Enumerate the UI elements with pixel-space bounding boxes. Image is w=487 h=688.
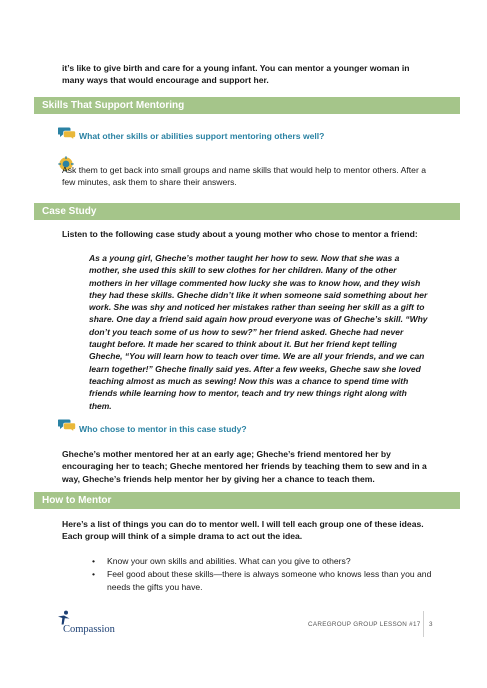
list-item: • Feel good about these skills—there is always someone who knows less than you and needs the gifts you have. xyxy=(92,568,432,593)
compassion-logo-text: Compassion xyxy=(63,624,115,635)
how-to-mentor-intro: Here’s a list of things you can do to mentor well. I will tell each group one of these ideas. Each group will think of a simple drama to act out the idea. xyxy=(62,519,424,542)
footer-divider xyxy=(423,611,424,637)
section-heading-how-to-mentor: How to Mentor xyxy=(34,492,460,509)
list-item: • Know your own skills and abilities. What can you give to others? xyxy=(92,555,432,567)
skills-activity: Ask them to get back into small groups and name skills that would help to mentor others. After a few minutes, ask them to share their answers. xyxy=(62,165,426,188)
section-heading-skills: Skills That Support Mentoring xyxy=(34,97,460,114)
discussion-icon xyxy=(58,126,76,140)
mentor-tips-list xyxy=(92,555,432,594)
discussion-icon xyxy=(58,418,76,432)
case-study-intro: Listen to the following case study about a young mother who chose to mentor a friend: xyxy=(62,229,418,239)
case-study-story: As a young girl, Gheche’s mother taught her how to sew. Now that she was a mother, she used this skill to sew clothes for her children. Many of the other mothers in her village commented how lucky she was to know how, and they wish they had these skills. Gheche didn’t like it when someone said something about her work. She was shy and noticed her mistakes rather than seeing her skill as a gift to share. One day a friend said again how proud everyone was of Gheche’s skill. “Why don’t you teach some of us how to sew?” her friend asked. Gheche had never taught before. It made her scared to think about it. But her friend kept telling Gheche, “You will learn how to teach over time. We are all your friends, and we can learn together!” Gheche finally said yes. After a few weeks, Gheche saw she loved teaching almost as much as sewing! Now this was a chance to spend time with friends while learning how to mentor, teach and try new things right along with them. xyxy=(89,253,428,411)
case-study-answer: Gheche’s mother mentored her at an early age; Gheche’s friend mentored her by encouraging her to teach; Gheche mentored her friends by teaching them to sew and in a way, Gheche’s friends help mentor her by giving her a chance to teach them. xyxy=(62,449,427,484)
case-study-question: Who chose to mentor in this case study? xyxy=(79,424,247,434)
skills-question: What other skills or abilities support mentoring others well? xyxy=(79,131,325,141)
section-heading-case-study: Case Study xyxy=(34,203,460,220)
intro-paragraph: it’s like to give birth and care for a young infant. You can mentor a younger woman in many ways that would encourage and support her. xyxy=(62,63,410,86)
footer-lesson-label: CAREGROUP GROUP LESSON #17 xyxy=(308,621,421,628)
page-number: 3 xyxy=(429,621,433,628)
